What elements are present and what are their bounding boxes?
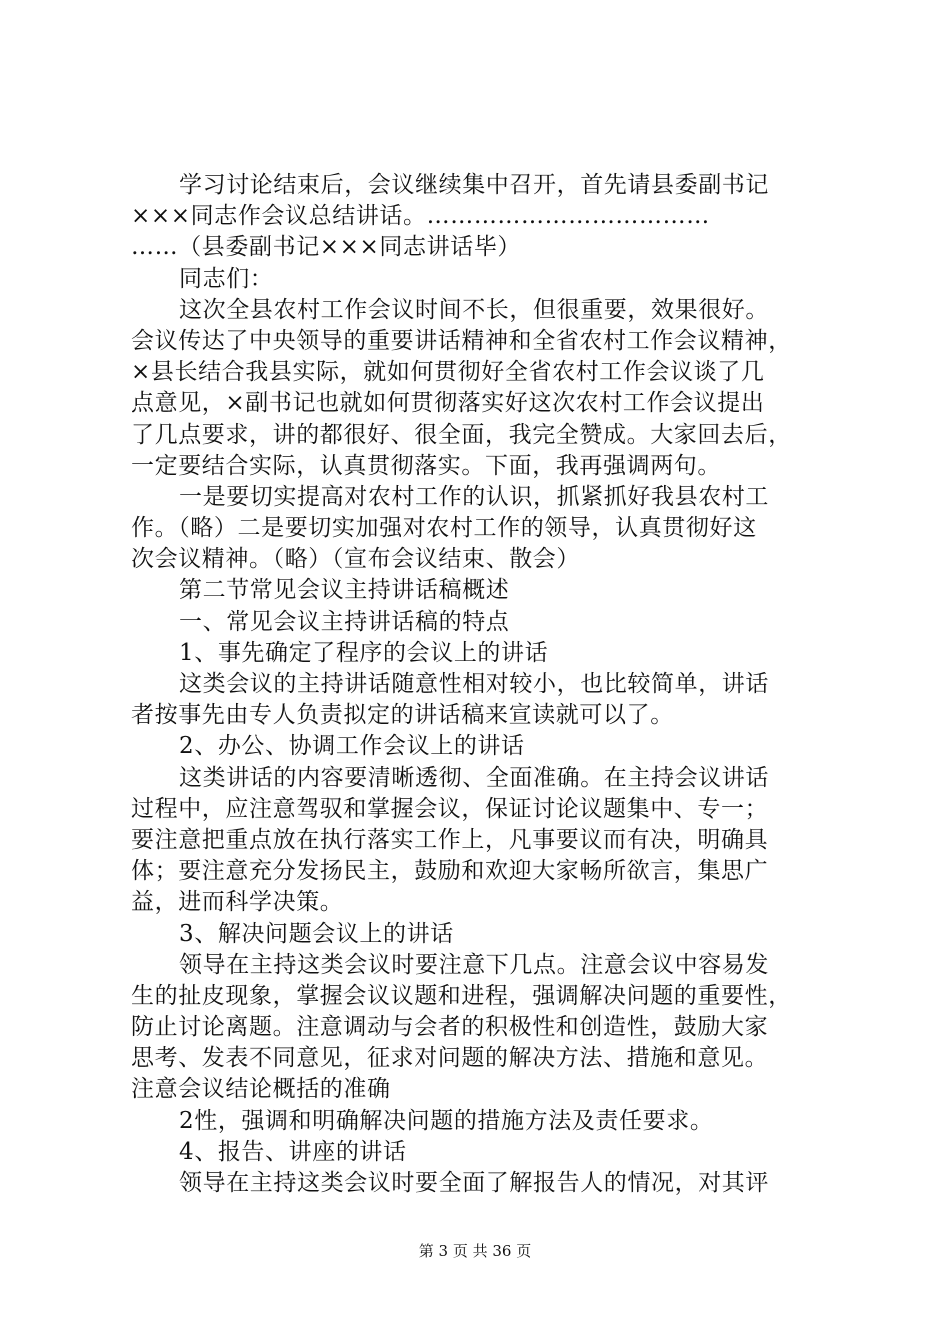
text-line: 了几点要求，讲的都很好、很全面，我完全赞成。大家回去后， bbox=[131, 421, 792, 448]
text-line: ×××同志作会议总结讲话。……………………………… bbox=[131, 203, 710, 230]
text-line: 益，进而科学决策。 bbox=[131, 889, 344, 916]
text-line: 生的扯皮现象，掌握会议议题和进程，强调解决问题的重要性， bbox=[131, 982, 792, 1009]
text-line: 者按事先由专人负责拟定的讲话稿来宣读就可以了。 bbox=[131, 702, 674, 729]
text-line: 点意见，×副书记也就如何贯彻落实好这次农村工作会议提出 bbox=[131, 390, 765, 417]
text-line: 2、办公、协调工作会议上的讲话 bbox=[179, 733, 525, 760]
text-line: 第二节常见会议主持讲话稿概述 bbox=[179, 577, 510, 604]
text-line: 这类会议的主持讲话随意性相对较小，也比较简单，讲话 bbox=[179, 671, 769, 697]
text-line: 学习讨论结束后，会议继续集中召开，首先请县委副书记 bbox=[179, 172, 769, 198]
text-line: 同志们： bbox=[179, 265, 274, 292]
text-line: 3、解决问题会议上的讲话 bbox=[179, 920, 454, 947]
text-line: 领导在主持这类会议时要全面了解报告人的情况，对其评 bbox=[179, 1170, 769, 1196]
text-line: ……（县委副书记×××同志讲话毕） bbox=[131, 234, 522, 261]
text-line: 4、报告、讲座的讲话 bbox=[179, 1138, 407, 1165]
page-footer: 第 3 页 共 36 页 bbox=[418, 1242, 532, 1260]
text-line: 作。（略）二是要切实加强对农村工作的领导，认真贯彻好这 bbox=[131, 515, 757, 542]
text-line: 体；要注意充分发扬民主，鼓励和欢迎大家畅所欲言，集思广 bbox=[131, 858, 769, 885]
text-line: 过程中，应注意驾驭和掌握会议，保证讨论议题集中、专一； bbox=[131, 795, 769, 822]
text-line: 一、常见会议主持讲话稿的特点 bbox=[179, 608, 510, 635]
text-line: 一定要结合实际，认真贯彻落实。下面，我再强调两句。 bbox=[131, 452, 721, 479]
text-line: 会议传达了中央领导的重要讲话精神和全省农村工作会议精神， bbox=[131, 327, 792, 354]
text-line: ×县长结合我县实际，就如何贯彻好全省农村工作会议谈了几 bbox=[131, 359, 765, 386]
text-line: 1、事先确定了程序的会议上的讲话 bbox=[179, 639, 549, 666]
text-line: 2性，强调和明确解决问题的措施方法及责任要求。 bbox=[179, 1107, 714, 1134]
text-line: 领导在主持这类会议时要注意下几点。注意会议中容易发 bbox=[179, 951, 769, 978]
text-line: 一是要切实提高对农村工作的认识，抓紧抓好我县农村工 bbox=[179, 483, 769, 510]
text-line: 思考、发表不同意见，征求对问题的解决方法、措施和意见。 bbox=[131, 1045, 769, 1072]
text-line: 注意会议结论概括的准确 bbox=[131, 1076, 391, 1103]
text-line: 这次全县农村工作会议时间不长，但很重要，效果很好。 bbox=[179, 296, 769, 323]
text-line: 防止讨论离题。注意调动与会者的积极性和创造性，鼓励大家 bbox=[131, 1014, 769, 1041]
text-line: 次会议精神。（略）（宣布会议结束、散会） bbox=[131, 546, 580, 573]
body-text bbox=[131, 170, 835, 1199]
text-line: 要注意把重点放在执行落实工作上，凡事要议而有决，明确具 bbox=[131, 826, 769, 853]
text-line: 这类讲话的内容要清晰透彻、全面准确。在主持会议讲话 bbox=[179, 764, 769, 791]
